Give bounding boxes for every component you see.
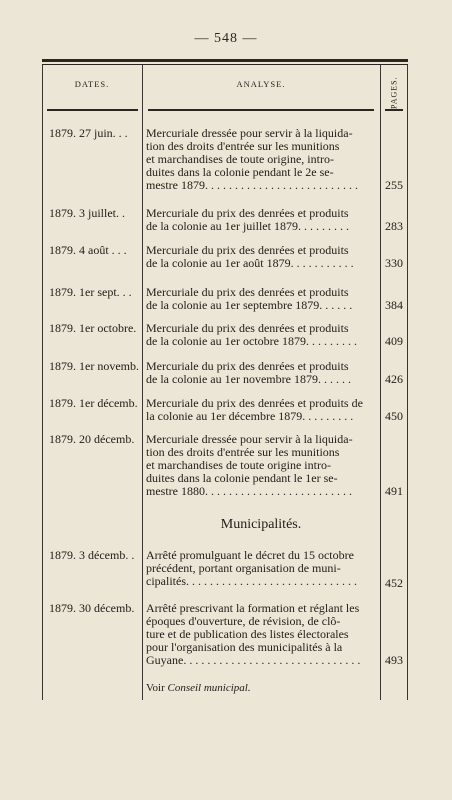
index-table (42, 59, 408, 700)
entry-date: 1879. 1er sept. . . (49, 285, 132, 299)
entry-date: 1879. 1er décemb. (49, 396, 138, 410)
header-rule-dates (47, 109, 138, 111)
entry-date: 1879. 30 décemb. (49, 601, 135, 615)
entry-date: 1879. 4 août . . . (49, 243, 127, 257)
entry-text: Mercuriale du prix des denrées et produits de la colonie au 1er novembre 1879. . . . . . (146, 359, 351, 386)
entry-date: 1879. 3 juillet. . (49, 206, 125, 220)
entry-text: Mercuriale du prix des denrées et produits de la colonie au 1er décembre 1879. . . . . . . . . (146, 396, 363, 423)
entry-page: 330 (385, 256, 403, 270)
entry-text: Mercuriale du prix des denrées et produits de la colonie au 1er octobre 1879. . . . . . . . . (146, 321, 357, 348)
entry-page: 255 (385, 178, 403, 192)
see-also-prefix: Voir (146, 682, 165, 694)
entry-page: 491 (385, 484, 403, 498)
page-number: — 548 — (194, 31, 258, 46)
entry-text: Mercuriale dressée pour servir à la liquida- tion des droits d'entrée sur les munitions et marchandises de toute origine, intro- duites dans la colonie pendant le 2e se- mestre 1879. . . . . . . . . . . . . . . . . . . . . . . . . . (146, 126, 358, 192)
see-also-reference: Conseil municipal. (167, 682, 251, 694)
entry-date: 1879. 1er novemb. (49, 359, 139, 373)
entry-date: 1879. 20 décemb. (49, 432, 135, 446)
header-rule-pages (385, 109, 403, 111)
entry-text: Mercuriale du prix des denrées et produits de la colonie au 1er septembre 1879. . . . . . (146, 285, 353, 312)
entry-text: Mercuriale du prix des denrées et produits de la colonie au 1er juillet 1879. . . . . . . . . (146, 206, 349, 233)
entry-date: 1879. 3 décemb. . (49, 548, 135, 562)
table-top-rule-thin (42, 64, 408, 65)
entry-page: 426 (385, 372, 403, 386)
header-pages: PAGES. (389, 76, 399, 110)
see-also-note (146, 682, 251, 694)
entry-text: Arrêté prescrivant la formation et réglant les époques d'ouverture, de révision, de clô- ture et de publication des listes électorales pour l'organisation des municipalités à la Guyane. . . . . . . . . . . . . . . . . . . . . . . . . . . . . . (146, 601, 361, 667)
header-analyse: ANALYSE. (236, 79, 286, 89)
entry-page: 493 (385, 653, 403, 667)
entry-date: 1879. 1er octobre. (49, 321, 137, 335)
entry-page: 452 (385, 576, 403, 590)
entry-text: Mercuriale du prix des denrées et produits de la colonie au 1er août 1879. . . . . . . . . . . (146, 243, 354, 270)
entry-page: 384 (385, 298, 403, 312)
entry-page: 283 (385, 219, 403, 233)
column-border-left (42, 65, 43, 700)
entry-text: Arrêté promulguant le décret du 15 octobre précédent, portant organisation de muni- cipalités. . . . . . . . . . . . . . . . . . . . . . . . . . . . . (146, 548, 357, 588)
entry-date: 1879. 27 juin. . . (49, 126, 128, 140)
entry-page: 409 (385, 334, 403, 348)
entry-text: Mercuriale dressée pour servir à la liquida- tion des droits d'entrée sur les munitions et marchandises de toute origine intro- duites dans la colonie pendant le 1er se- mestre 1880. . . . . . . . . . . . . . . . . . . . . . . . . (146, 432, 353, 498)
section-title: Municipalités. (220, 517, 302, 532)
header-rule-analyse (148, 109, 374, 111)
table-top-rule (42, 59, 408, 62)
entry-page: 450 (385, 409, 403, 423)
header-dates: DATES. (74, 79, 110, 89)
